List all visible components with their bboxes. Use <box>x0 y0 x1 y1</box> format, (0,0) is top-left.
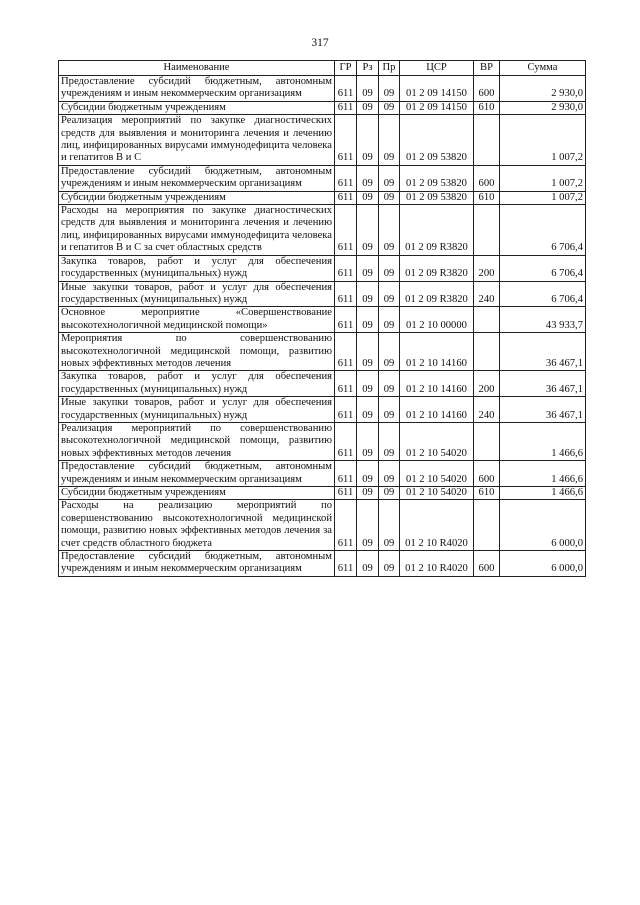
row-rz: 09 <box>357 76 379 102</box>
row-name: Реализация мероприятий по закупке диагностических средств для выявления и мониторинга лечения и лечению лиц, инфицированных вирусами иммунодефицита человека и гепатитов В и С <box>59 115 335 166</box>
row-sum: 2 930,0 <box>500 76 586 102</box>
page-number: 317 <box>311 37 329 49</box>
row-csr: 01 2 10 R4020 <box>400 500 474 551</box>
row-rz: 09 <box>357 101 379 114</box>
row-pr: 09 <box>379 115 400 166</box>
row-sum: 1 466,6 <box>500 422 586 460</box>
table-row <box>59 487 586 500</box>
row-sum: 1 466,6 <box>500 461 586 487</box>
row-csr: 01 2 10 14160 <box>400 371 474 397</box>
row-sum: 1 466,6 <box>500 487 586 500</box>
row-csr: 01 2 10 14160 <box>400 333 474 371</box>
row-name: Иные закупки товаров, работ и услуг для обеспечения государственных (муниципальных) нужд <box>59 397 335 423</box>
table-row <box>59 551 586 577</box>
table-row <box>59 422 586 460</box>
row-csr: 01 2 10 54020 <box>400 422 474 460</box>
row-rz: 09 <box>357 165 379 191</box>
row-sum: 43 933,7 <box>500 307 586 333</box>
row-name: Субсидии бюджетным учреждениям <box>59 101 335 114</box>
row-rz: 09 <box>357 487 379 500</box>
row-gr: 611 <box>335 115 357 166</box>
header-gr: ГР <box>335 61 357 76</box>
row-csr: 01 2 09 R3820 <box>400 281 474 307</box>
row-rz: 09 <box>357 371 379 397</box>
table-row <box>59 500 586 551</box>
row-rz: 09 <box>357 205 379 256</box>
row-rz: 09 <box>357 255 379 281</box>
row-vr: 600 <box>474 165 500 191</box>
row-pr: 09 <box>379 500 400 551</box>
row-rz: 09 <box>357 191 379 204</box>
row-gr: 611 <box>335 281 357 307</box>
row-pr: 09 <box>379 487 400 500</box>
row-csr: 01 2 10 54020 <box>400 487 474 500</box>
row-name: Расходы на мероприятия по закупке диагностических средств для выявления и мониторинга лечения и лечению лиц, инфицированных вирусами иммунодефицита человека и гепатитов В и С за счет областных средств <box>59 205 335 256</box>
row-gr: 611 <box>335 487 357 500</box>
row-csr: 01 2 09 14150 <box>400 76 474 102</box>
row-sum: 36 467,1 <box>500 397 586 423</box>
row-gr: 611 <box>335 76 357 102</box>
table-row <box>59 165 586 191</box>
row-sum: 1 007,2 <box>500 191 586 204</box>
row-rz: 09 <box>357 500 379 551</box>
row-vr: 610 <box>474 101 500 114</box>
row-pr: 09 <box>379 101 400 114</box>
table-row <box>59 101 586 114</box>
row-gr: 611 <box>335 165 357 191</box>
row-csr: 01 2 10 R4020 <box>400 551 474 577</box>
table-row <box>59 115 586 166</box>
row-gr: 611 <box>335 101 357 114</box>
table-body <box>59 76 586 577</box>
row-vr: 610 <box>474 191 500 204</box>
row-sum: 6 000,0 <box>500 500 586 551</box>
row-csr: 01 2 09 53820 <box>400 191 474 204</box>
row-gr: 611 <box>335 307 357 333</box>
row-sum: 6 706,4 <box>500 281 586 307</box>
table-row <box>59 333 586 371</box>
row-gr: 611 <box>335 397 357 423</box>
row-sum: 6 706,4 <box>500 205 586 256</box>
row-rz: 09 <box>357 461 379 487</box>
row-vr <box>474 422 500 460</box>
row-csr: 01 2 09 R3820 <box>400 255 474 281</box>
row-csr: 01 2 09 R3820 <box>400 205 474 256</box>
header-vr: ВР <box>474 61 500 76</box>
row-rz: 09 <box>357 115 379 166</box>
row-vr: 600 <box>474 76 500 102</box>
row-gr: 611 <box>335 205 357 256</box>
row-vr: 200 <box>474 255 500 281</box>
row-gr: 611 <box>335 422 357 460</box>
row-name: Субсидии бюджетным учреждениям <box>59 191 335 204</box>
row-gr: 611 <box>335 551 357 577</box>
header-csr: ЦСР <box>400 61 474 76</box>
row-sum: 1 007,2 <box>500 115 586 166</box>
row-vr: 600 <box>474 461 500 487</box>
row-rz: 09 <box>357 281 379 307</box>
row-rz: 09 <box>357 422 379 460</box>
table-row <box>59 255 586 281</box>
row-csr: 01 2 09 53820 <box>400 115 474 166</box>
row-gr: 611 <box>335 371 357 397</box>
row-sum: 1 007,2 <box>500 165 586 191</box>
row-csr: 01 2 09 14150 <box>400 101 474 114</box>
row-pr: 09 <box>379 191 400 204</box>
row-pr: 09 <box>379 551 400 577</box>
row-vr <box>474 115 500 166</box>
row-vr <box>474 333 500 371</box>
row-name: Реализация мероприятий по совершенствованию высокотехнологичной медицинской помощи, развитию новых эффективных методов лечения <box>59 422 335 460</box>
table-row <box>59 191 586 204</box>
row-gr: 611 <box>335 333 357 371</box>
table-row <box>59 461 586 487</box>
row-name: Закупка товаров, работ и услуг для обеспечения государственных (муниципальных) нужд <box>59 255 335 281</box>
row-pr: 09 <box>379 422 400 460</box>
row-rz: 09 <box>357 333 379 371</box>
row-pr: 09 <box>379 205 400 256</box>
budget-table <box>58 60 586 577</box>
row-pr: 09 <box>379 76 400 102</box>
row-gr: 611 <box>335 191 357 204</box>
row-pr: 09 <box>379 461 400 487</box>
header-pr: Пр <box>379 61 400 76</box>
row-name: Основное мероприятие «Совершенствование высокотехнологичной медицинской помощи» <box>59 307 335 333</box>
table-row <box>59 397 586 423</box>
table-row <box>59 371 586 397</box>
row-csr: 01 2 10 54020 <box>400 461 474 487</box>
row-vr: 240 <box>474 281 500 307</box>
row-name: Предоставление субсидий бюджетным, автономным учреждениям и иным некоммерческим организациям <box>59 76 335 102</box>
row-pr: 09 <box>379 307 400 333</box>
row-vr <box>474 500 500 551</box>
row-csr: 01 2 10 14160 <box>400 397 474 423</box>
header-rz: Рз <box>357 61 379 76</box>
row-name: Расходы на реализацию мероприятий по совершенствованию высокотехнологичной медицинской помощи, развитию новых эффективных методов лечения за счет средств областного бюджета <box>59 500 335 551</box>
row-sum: 6 706,4 <box>500 255 586 281</box>
row-gr: 611 <box>335 500 357 551</box>
row-rz: 09 <box>357 551 379 577</box>
row-pr: 09 <box>379 281 400 307</box>
row-vr: 610 <box>474 487 500 500</box>
row-rz: 09 <box>357 397 379 423</box>
row-name: Субсидии бюджетным учреждениям <box>59 487 335 500</box>
row-gr: 611 <box>335 461 357 487</box>
row-pr: 09 <box>379 371 400 397</box>
row-name: Предоставление субсидий бюджетным, автономным учреждениям и иным некоммерческим организациям <box>59 551 335 577</box>
row-name: Предоставление субсидий бюджетным, автономным учреждениям и иным некоммерческим организациям <box>59 165 335 191</box>
row-name: Мероприятия по совершенствованию высокотехнологичной медицинской помощи, развитию новых эффективных методов лечения <box>59 333 335 371</box>
row-pr: 09 <box>379 165 400 191</box>
row-sum: 36 467,1 <box>500 333 586 371</box>
table-row <box>59 205 586 256</box>
row-pr: 09 <box>379 333 400 371</box>
row-vr <box>474 307 500 333</box>
table-row <box>59 281 586 307</box>
row-vr: 240 <box>474 397 500 423</box>
row-name: Иные закупки товаров, работ и услуг для обеспечения государственных (муниципальных) нужд <box>59 281 335 307</box>
row-sum: 2 930,0 <box>500 101 586 114</box>
row-name: Предоставление субсидий бюджетным, автономным учреждениям и иным некоммерческим организациям <box>59 461 335 487</box>
table-row <box>59 307 586 333</box>
header-name: Наименование <box>59 61 335 76</box>
row-pr: 09 <box>379 397 400 423</box>
row-csr: 01 2 10 00000 <box>400 307 474 333</box>
row-pr: 09 <box>379 255 400 281</box>
row-vr <box>474 205 500 256</box>
row-rz: 09 <box>357 307 379 333</box>
header-sum: Сумма <box>500 61 586 76</box>
table-row <box>59 76 586 102</box>
row-csr: 01 2 09 53820 <box>400 165 474 191</box>
table-header-row <box>59 61 586 76</box>
row-vr: 600 <box>474 551 500 577</box>
row-sum: 36 467,1 <box>500 371 586 397</box>
row-sum: 6 000,0 <box>500 551 586 577</box>
row-vr: 200 <box>474 371 500 397</box>
row-name: Закупка товаров, работ и услуг для обеспечения государственных (муниципальных) нужд <box>59 371 335 397</box>
row-gr: 611 <box>335 255 357 281</box>
